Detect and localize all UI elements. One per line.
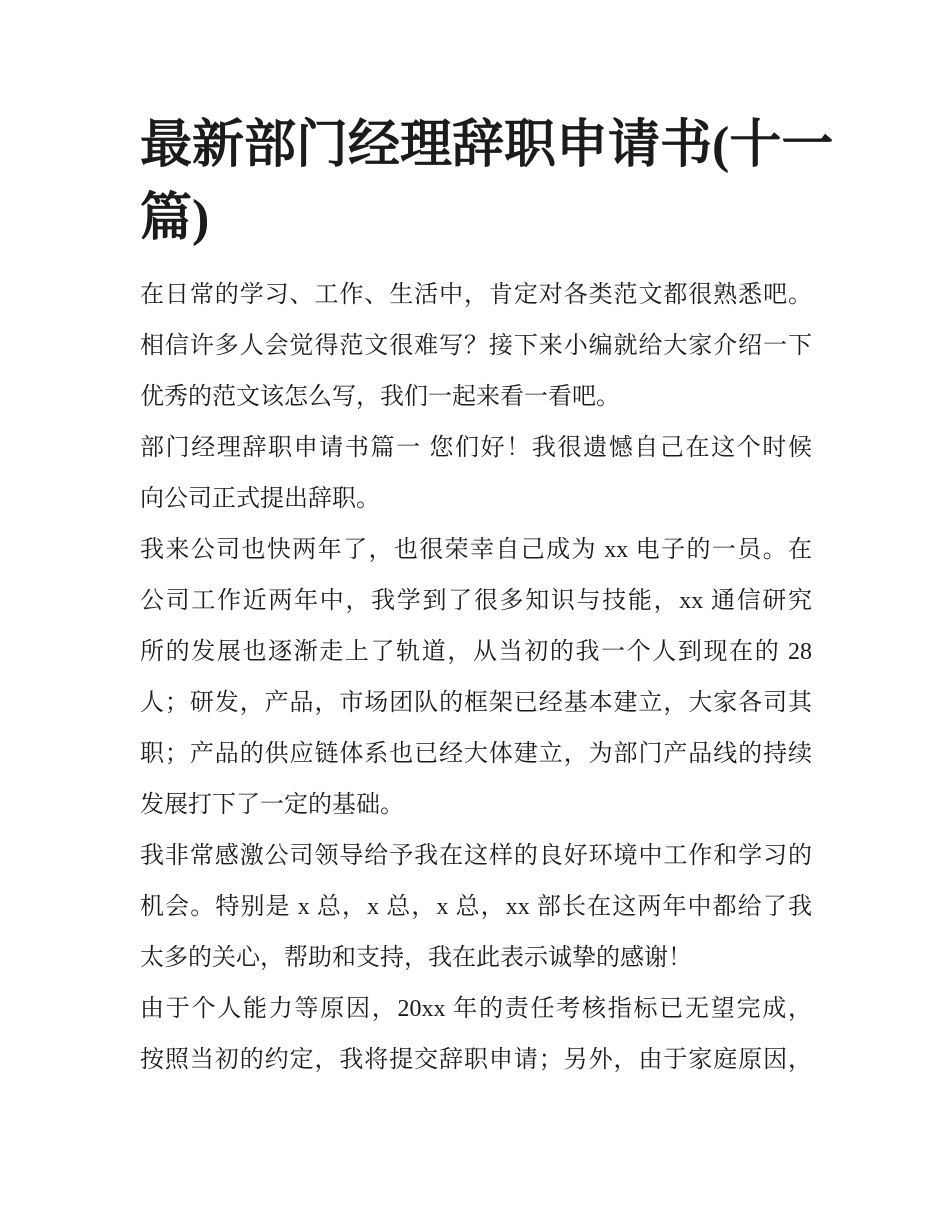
paragraph-4	[140, 831, 812, 984]
document-title-line-1: 最新部门经理辞职申请书(十一	[140, 117, 834, 174]
document-content	[140, 109, 834, 1086]
text-line: 发展打下了一定的基础。	[140, 792, 404, 818]
text-line: 部门经理辞职申请书篇一 您们好！我很遗憾自己在这个时候	[140, 435, 812, 461]
text-line: 机会。特别是 x 总，x 总，x 总，xx 部长在这两年中都给了我	[140, 894, 812, 920]
paragraph-3	[140, 525, 812, 831]
text-line: 相信许多人会觉得范文很难写？接下来小编就给大家介绍一下	[140, 333, 812, 359]
paragraph-1	[140, 270, 812, 423]
document-title	[140, 109, 834, 255]
text-line: 向公司正式提出辞职。	[140, 486, 380, 512]
text-line: 人；研发，产品，市场团队的框架已经基本建立，大家各司其	[140, 690, 812, 716]
text-line: 太多的关心，帮助和支持，我在此表示诚挚的感谢！	[140, 945, 692, 971]
paragraph-2	[140, 423, 812, 525]
paragraph-5	[140, 984, 812, 1086]
text-line: 所的发展也逐渐走上了轨道，从当初的我一个人到现在的 28	[140, 639, 812, 665]
text-line: 按照当初的约定，我将提交辞职申请；另外，由于家庭原因，	[140, 1047, 812, 1073]
text-line: 优秀的范文该怎么写，我们一起来看一看吧。	[140, 384, 620, 410]
document-title-line-2: 篇)	[140, 190, 210, 247]
text-line: 职；产品的供应链体系也已经大体建立，为部门产品线的持续	[140, 741, 812, 767]
text-line: 由于个人能力等原因，20xx 年的责任考核指标已无望完成，	[140, 996, 812, 1022]
document-body	[140, 270, 812, 1086]
text-line: 在日常的学习、工作、生活中，肯定对各类范文都很熟悉吧。	[140, 282, 812, 308]
text-line: 公司工作近两年中，我学到了很多知识与技能，xx 通信研究	[140, 588, 812, 614]
text-line: 我非常感激公司领导给予我在这样的良好环境中工作和学习的	[140, 843, 812, 869]
text-line: 我来公司也快两年了，也很荣幸自己成为 xx 电子的一员。在	[140, 537, 812, 563]
